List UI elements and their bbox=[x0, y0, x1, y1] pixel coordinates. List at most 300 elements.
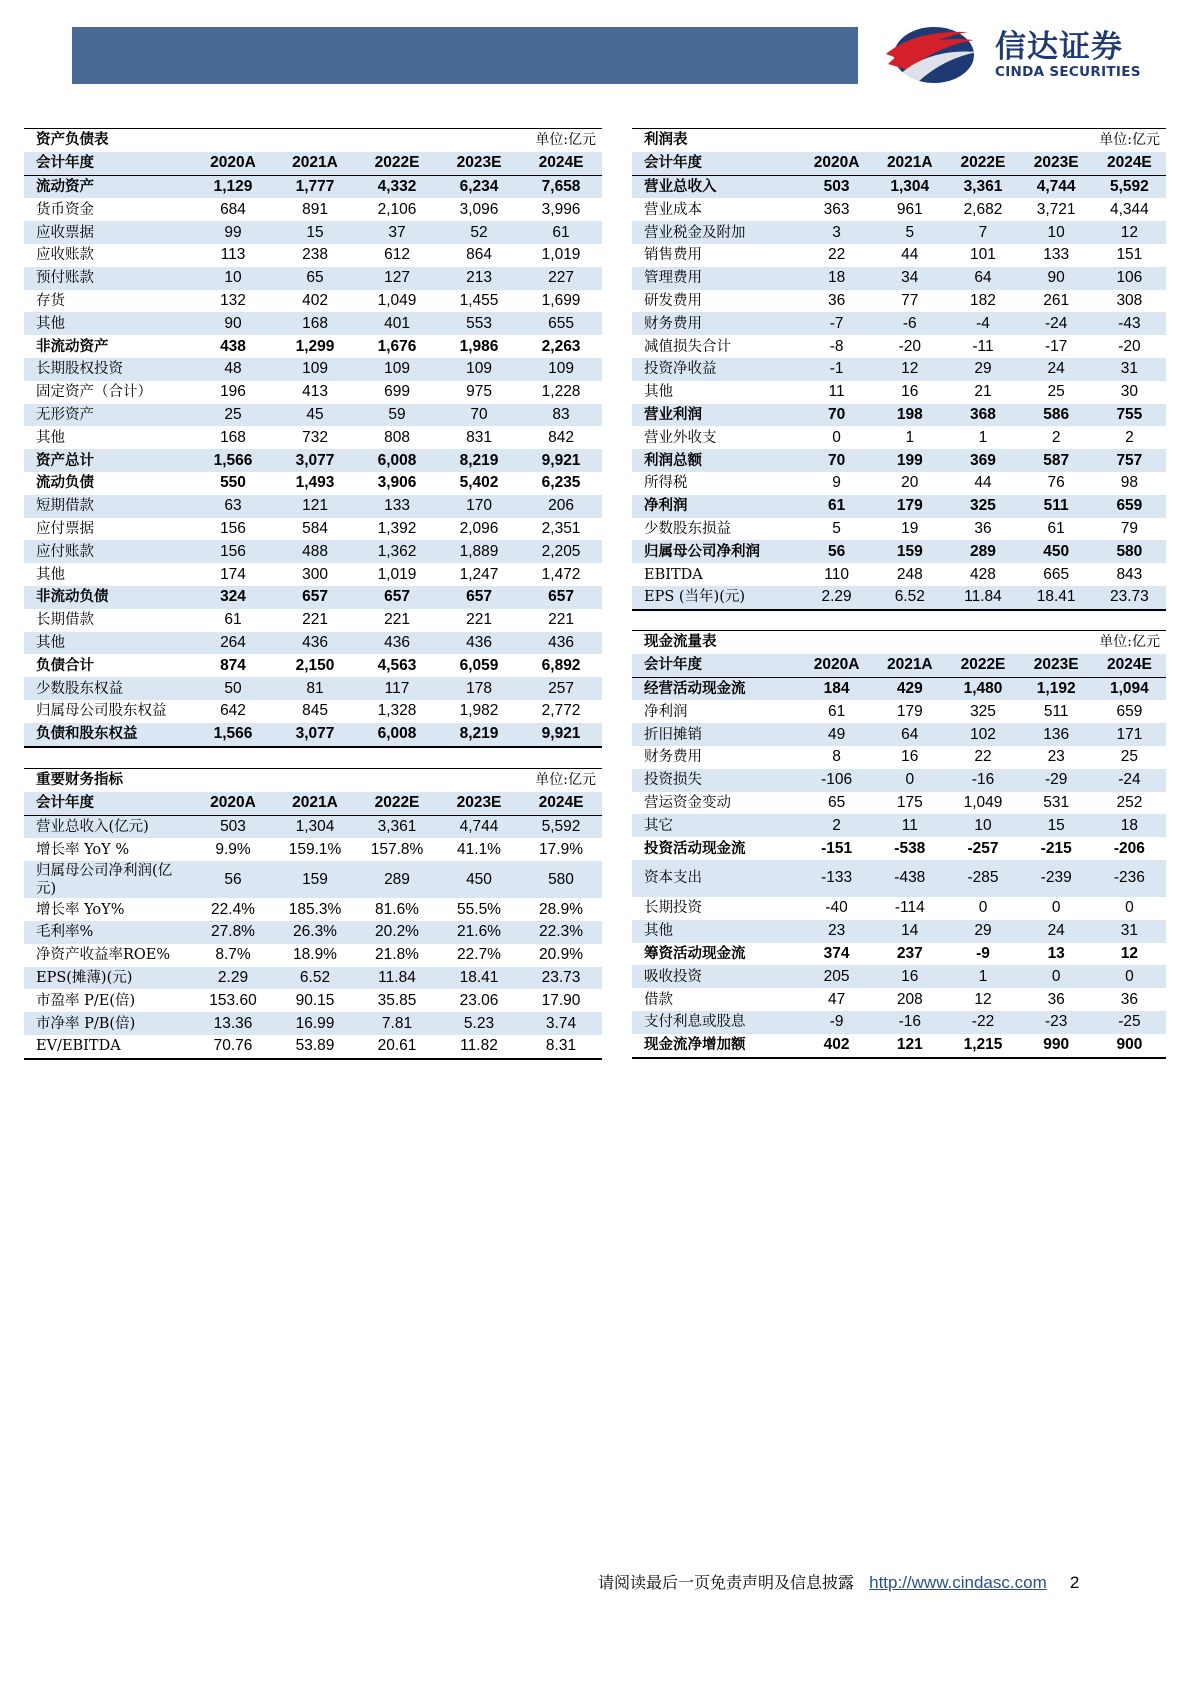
table-row bbox=[632, 267, 1166, 290]
row-value: -6 bbox=[873, 312, 946, 335]
row-label: 资产总计 bbox=[24, 449, 192, 472]
row-value: 261 bbox=[1043, 291, 1070, 309]
table-row bbox=[632, 700, 1166, 723]
row-value: 156 bbox=[192, 540, 274, 563]
row-value: 6,008 bbox=[356, 723, 438, 747]
table-row bbox=[24, 989, 602, 1012]
row-value: 586 bbox=[1020, 404, 1093, 427]
row-label: 吸收投资 bbox=[632, 965, 800, 988]
row-value: 48 bbox=[192, 358, 274, 381]
row-value: 402 bbox=[800, 1034, 873, 1058]
table-row bbox=[632, 965, 1166, 988]
table-row bbox=[632, 943, 1166, 966]
row-value: -25 bbox=[1093, 1011, 1166, 1034]
table-row bbox=[632, 837, 1166, 860]
row-value: 98 bbox=[1120, 474, 1138, 492]
table-row bbox=[24, 967, 602, 990]
table-row bbox=[24, 426, 602, 449]
row-value: 20.9% bbox=[539, 946, 583, 964]
row-value: 109 bbox=[356, 358, 438, 381]
row-value: 127 bbox=[356, 267, 438, 290]
table-title-row bbox=[24, 129, 602, 152]
table-row bbox=[632, 563, 1166, 586]
row-label: 流动资产 bbox=[24, 175, 192, 198]
row-value: 179 bbox=[896, 702, 923, 720]
row-value: 44 bbox=[901, 246, 919, 264]
table-row bbox=[632, 897, 1166, 920]
row-value: 659 bbox=[1116, 702, 1143, 720]
row-value: 24 bbox=[1020, 358, 1093, 381]
row-value: 168 bbox=[220, 428, 246, 446]
table-row bbox=[632, 381, 1166, 404]
row-value: 428 bbox=[970, 565, 996, 583]
row-value: 23 bbox=[1047, 748, 1065, 766]
row-value: 23.06 bbox=[459, 991, 499, 1009]
row-value: 257 bbox=[520, 677, 602, 700]
row-value: 5 bbox=[873, 221, 946, 244]
row-value: 1,982 bbox=[459, 702, 499, 720]
row-value: -20 bbox=[1118, 337, 1141, 355]
header-label: 会计年度 bbox=[632, 152, 800, 175]
row-value: 2,351 bbox=[541, 519, 581, 537]
table-row bbox=[24, 381, 602, 404]
row-value: 81 bbox=[274, 677, 356, 700]
row-label: 其他 bbox=[36, 429, 65, 446]
row-value: 6,234 bbox=[438, 175, 520, 198]
row-value: 178 bbox=[438, 677, 520, 700]
row-label: EPS (当年)(元) bbox=[632, 586, 800, 610]
row-value: 18 bbox=[800, 267, 873, 290]
row-value: 1,215 bbox=[946, 1034, 1019, 1058]
row-value: 22 bbox=[827, 246, 846, 264]
row-value: 511 bbox=[1020, 495, 1093, 518]
row-value: -538 bbox=[894, 839, 926, 857]
row-value: 0 bbox=[1093, 965, 1166, 988]
row-value: 41.1% bbox=[457, 840, 501, 858]
row-label: 投资损失 bbox=[632, 769, 800, 792]
row-value: 808 bbox=[384, 428, 410, 446]
row-value: 248 bbox=[896, 565, 923, 583]
row-value: 3 bbox=[800, 221, 873, 244]
row-value: 36 bbox=[1120, 990, 1139, 1008]
row-value: 29 bbox=[946, 920, 1019, 943]
row-value: 121 bbox=[873, 1034, 946, 1058]
row-value: 10 bbox=[192, 267, 274, 290]
row-value: 0 bbox=[978, 899, 988, 917]
row-value: 2,150 bbox=[295, 656, 335, 674]
table-row bbox=[24, 838, 602, 861]
row-label: EPS(摊薄)(元) bbox=[24, 967, 192, 990]
row-value: -23 bbox=[1020, 1011, 1093, 1034]
row-value: 159 bbox=[274, 861, 356, 898]
row-value: 9,921 bbox=[520, 449, 602, 472]
table-row bbox=[632, 290, 1166, 313]
row-value: 5 bbox=[832, 519, 841, 537]
year-header: 2024E bbox=[520, 152, 602, 175]
row-label: 投资活动现金流 bbox=[644, 839, 746, 857]
row-label: 少数股东权益 bbox=[24, 677, 192, 700]
row-label: 其他 bbox=[24, 312, 192, 335]
table-row bbox=[24, 609, 602, 632]
row-value: 1,986 bbox=[459, 337, 499, 355]
row-value: 109 bbox=[520, 358, 602, 381]
row-value: 179 bbox=[873, 495, 946, 518]
row-value: 374 bbox=[823, 944, 850, 962]
row-label: 短期借款 bbox=[24, 495, 192, 518]
row-value: 23.73 bbox=[520, 967, 602, 990]
row-value: 1,889 bbox=[438, 540, 520, 563]
table-title: 资产负债表 bbox=[24, 129, 356, 152]
table-row bbox=[24, 358, 602, 381]
row-label: 其他 bbox=[632, 920, 800, 943]
row-value: 325 bbox=[946, 495, 1019, 518]
row-value: -239 bbox=[1020, 860, 1093, 897]
table-row bbox=[632, 677, 1166, 700]
table-row bbox=[24, 518, 602, 541]
row-label: 长期投资 bbox=[644, 900, 702, 917]
row-value: 185.3% bbox=[288, 900, 342, 918]
row-value: 757 bbox=[1093, 449, 1166, 472]
row-value: 1,129 bbox=[192, 175, 274, 198]
table-row bbox=[24, 700, 602, 723]
row-label: 财务费用 bbox=[632, 312, 800, 335]
row-label: 市盈率 P/E(倍) bbox=[36, 992, 136, 1009]
table-row bbox=[632, 244, 1166, 267]
row-value: 990 bbox=[1020, 1034, 1093, 1058]
table-row bbox=[24, 1012, 602, 1035]
logo-text bbox=[995, 30, 1141, 80]
row-label: 借款 bbox=[644, 991, 673, 1008]
row-value: 171 bbox=[1093, 723, 1166, 746]
table-row bbox=[632, 335, 1166, 358]
table-row bbox=[24, 921, 602, 944]
row-value: 213 bbox=[438, 267, 520, 290]
row-value: 0 bbox=[1051, 899, 1061, 917]
row-value: 76 bbox=[1047, 474, 1065, 492]
row-value: 3,077 bbox=[274, 723, 356, 747]
row-value: 61 bbox=[800, 495, 873, 518]
row-value: 17.9% bbox=[539, 840, 583, 858]
row-value: 174 bbox=[220, 565, 246, 583]
row-value: 3,361 bbox=[946, 175, 1019, 198]
logo-cn: 信达证券 bbox=[995, 29, 1123, 65]
row-value: 264 bbox=[192, 632, 274, 655]
row-value: 9 bbox=[832, 474, 841, 492]
row-label: 货币资金 bbox=[36, 201, 94, 218]
row-value: 50 bbox=[192, 677, 274, 700]
row-value: 90.15 bbox=[295, 991, 335, 1009]
row-value: 732 bbox=[302, 428, 328, 446]
table-row bbox=[24, 1035, 602, 1059]
row-value: 1,328 bbox=[377, 702, 417, 720]
row-label: 其他 bbox=[24, 632, 192, 655]
row-value: 36 bbox=[1047, 990, 1065, 1008]
row-value: 1,362 bbox=[356, 540, 438, 563]
row-value: 3,906 bbox=[377, 474, 417, 492]
row-value: 59 bbox=[356, 404, 438, 427]
row-value: 24 bbox=[1020, 920, 1093, 943]
row-value: 665 bbox=[1043, 565, 1070, 583]
row-label: 经营活动现金流 bbox=[632, 677, 800, 700]
row-value: 34 bbox=[873, 267, 946, 290]
row-label: 少数股东损益 bbox=[644, 520, 731, 537]
row-value: 28.9% bbox=[539, 900, 583, 918]
row-label: 研发费用 bbox=[644, 292, 702, 309]
row-label: 营业利润 bbox=[632, 404, 800, 427]
row-value: 12 bbox=[974, 990, 992, 1008]
row-value: 47 bbox=[827, 990, 846, 1008]
row-value: 1,019 bbox=[541, 246, 581, 264]
row-value: 156 bbox=[220, 519, 246, 537]
income-statement-table bbox=[632, 128, 1166, 611]
row-value: 864 bbox=[466, 246, 492, 264]
row-value: -9 bbox=[800, 1011, 873, 1034]
row-value: 488 bbox=[274, 540, 356, 563]
row-value: 8.31 bbox=[520, 1035, 602, 1059]
row-value: 35.85 bbox=[377, 991, 417, 1009]
row-label: 应收账款 bbox=[36, 247, 94, 264]
row-label: 长期借款 bbox=[36, 612, 94, 629]
row-value: 0 bbox=[1020, 965, 1093, 988]
table-title-row bbox=[632, 129, 1166, 152]
row-value: 1,094 bbox=[1093, 677, 1166, 700]
row-value: 450 bbox=[438, 861, 520, 898]
row-value: 580 bbox=[1093, 540, 1166, 563]
table-row bbox=[632, 814, 1166, 837]
row-value: 15 bbox=[274, 221, 356, 244]
row-value: 70.76 bbox=[192, 1035, 274, 1059]
row-label: 管理费用 bbox=[632, 267, 800, 290]
row-value: 413 bbox=[302, 383, 328, 401]
table-row bbox=[24, 944, 602, 967]
row-value: 3,361 bbox=[356, 815, 438, 838]
row-value: 9.9% bbox=[215, 840, 251, 858]
row-label: 存货 bbox=[36, 292, 65, 309]
row-value: 5,402 bbox=[459, 474, 499, 492]
row-value: 64 bbox=[873, 723, 946, 746]
table-row bbox=[24, 472, 602, 495]
row-value: -22 bbox=[946, 1011, 1019, 1034]
row-label: 净资产收益率ROE% bbox=[36, 947, 171, 964]
table-row bbox=[632, 198, 1166, 221]
row-value: 2 bbox=[800, 814, 873, 837]
row-value: 26.3% bbox=[274, 921, 356, 944]
row-value: 23.73 bbox=[1093, 586, 1166, 610]
row-value: 11.84 bbox=[946, 586, 1019, 610]
row-label: 营业税金及附加 bbox=[632, 221, 800, 244]
row-value: 208 bbox=[896, 990, 923, 1008]
row-value: 113 bbox=[220, 246, 246, 264]
year-header: 2024E bbox=[1093, 654, 1166, 677]
row-value: 3,721 bbox=[1036, 200, 1076, 218]
row-value: 4,344 bbox=[1109, 200, 1149, 218]
row-value: 550 bbox=[220, 474, 246, 492]
row-value: 1,247 bbox=[459, 565, 499, 583]
row-value: 429 bbox=[873, 677, 946, 700]
row-value: 10 bbox=[1020, 221, 1093, 244]
row-value: 402 bbox=[302, 291, 328, 309]
table-row bbox=[632, 358, 1166, 381]
row-value: 308 bbox=[1116, 291, 1143, 309]
row-value: -206 bbox=[1113, 839, 1145, 857]
row-value: 11.82 bbox=[438, 1035, 520, 1059]
row-value: 61 bbox=[827, 702, 846, 720]
row-value: 8,219 bbox=[438, 723, 520, 747]
row-value: 31 bbox=[1093, 358, 1166, 381]
row-label: 减值损失合计 bbox=[644, 338, 731, 355]
row-label: 净利润 bbox=[644, 703, 688, 720]
row-label: 预付账款 bbox=[24, 267, 192, 290]
row-value: 436 bbox=[274, 632, 356, 655]
table-row bbox=[24, 335, 602, 358]
row-value: 198 bbox=[873, 404, 946, 427]
row-value: 18.41 bbox=[1020, 586, 1093, 610]
row-value: 1 bbox=[946, 965, 1019, 988]
row-value: 27.8% bbox=[192, 921, 274, 944]
row-value: 61 bbox=[520, 221, 602, 244]
row-value: 21.6% bbox=[438, 921, 520, 944]
row-value: 6,059 bbox=[459, 656, 499, 674]
row-value: 401 bbox=[356, 312, 438, 335]
row-label: 所得税 bbox=[644, 475, 688, 492]
row-value: 44 bbox=[974, 474, 992, 492]
table-row bbox=[24, 244, 602, 267]
row-value: -236 bbox=[1093, 860, 1166, 897]
row-value: 102 bbox=[946, 723, 1019, 746]
row-label: 销售费用 bbox=[644, 247, 702, 264]
row-label: 利润总额 bbox=[632, 449, 800, 472]
row-value: 221 bbox=[466, 611, 492, 629]
row-value: 22.7% bbox=[457, 946, 501, 964]
row-value: 61 bbox=[224, 611, 242, 629]
row-value: 436 bbox=[356, 632, 438, 655]
row-value: 5.23 bbox=[438, 1012, 520, 1035]
row-value: 659 bbox=[1093, 495, 1166, 518]
row-value: 438 bbox=[220, 337, 246, 355]
table-title: 利润表 bbox=[632, 129, 946, 152]
row-value: 0 bbox=[873, 769, 946, 792]
row-value: 18 bbox=[1093, 814, 1166, 837]
row-value: 36 bbox=[827, 291, 846, 309]
row-value: 831 bbox=[466, 428, 492, 446]
row-value: -1 bbox=[800, 358, 873, 381]
row-value: 587 bbox=[1020, 449, 1093, 472]
row-value: 300 bbox=[302, 565, 328, 583]
row-value: 1,566 bbox=[192, 449, 274, 472]
row-value: 136 bbox=[1020, 723, 1093, 746]
table-title: 现金流量表 bbox=[632, 631, 946, 654]
row-value: 83 bbox=[520, 404, 602, 427]
row-value: 553 bbox=[438, 312, 520, 335]
row-value: 6,892 bbox=[541, 656, 581, 674]
table-row bbox=[24, 563, 602, 586]
row-value: -133 bbox=[800, 860, 873, 897]
table-row bbox=[632, 312, 1166, 335]
year-header: 2020A bbox=[800, 152, 873, 175]
table-row bbox=[632, 1011, 1166, 1034]
table-header-row bbox=[632, 654, 1166, 677]
row-value: 65 bbox=[827, 793, 846, 811]
row-value: 61 bbox=[1047, 519, 1065, 537]
row-value: 4,563 bbox=[377, 656, 417, 674]
row-value: 221 bbox=[384, 611, 410, 629]
row-value: -40 bbox=[825, 899, 848, 917]
year-header: 2023E bbox=[1020, 654, 1093, 677]
row-value: 25 bbox=[1047, 383, 1065, 401]
row-value: -16 bbox=[873, 1011, 946, 1034]
table-row bbox=[24, 861, 602, 898]
row-value: -24 bbox=[1093, 769, 1166, 792]
row-value: 1,676 bbox=[377, 337, 417, 355]
year-header: 2022E bbox=[356, 792, 438, 815]
row-label: 归属母公司股东权益 bbox=[36, 703, 167, 720]
row-label: 市净率 P/B(倍) bbox=[24, 1012, 192, 1035]
row-label: 应付账款 bbox=[24, 540, 192, 563]
row-value: 17.90 bbox=[541, 991, 581, 1009]
row-value: 363 bbox=[823, 200, 850, 218]
row-value: 133 bbox=[356, 495, 438, 518]
row-label: 归属母公司净利润 bbox=[632, 540, 800, 563]
row-value: 369 bbox=[946, 449, 1019, 472]
row-value: 436 bbox=[438, 632, 520, 655]
table-title: 重要财务指标 bbox=[24, 769, 356, 792]
row-value: 7,658 bbox=[520, 175, 602, 198]
row-value: 8 bbox=[832, 748, 841, 766]
row-label: 折旧摊销 bbox=[632, 723, 800, 746]
row-label: 营业外收支 bbox=[644, 429, 717, 446]
row-value: 436 bbox=[520, 632, 602, 655]
row-value: 874 bbox=[220, 656, 246, 674]
table-header-row bbox=[24, 792, 602, 815]
row-value: 238 bbox=[302, 246, 328, 264]
table-row bbox=[632, 1034, 1166, 1058]
row-value: 77 bbox=[901, 291, 919, 309]
row-value: 1,049 bbox=[377, 291, 417, 309]
key-indicators-table bbox=[24, 768, 602, 1060]
row-value: 13.36 bbox=[192, 1012, 274, 1035]
row-label: 净利润 bbox=[632, 495, 800, 518]
row-label: 固定资产（合计） bbox=[36, 384, 152, 401]
row-value: 25 bbox=[192, 404, 274, 427]
row-value: 975 bbox=[466, 383, 492, 401]
table-unit: 单位:亿元 bbox=[356, 769, 602, 792]
row-value: 11 bbox=[828, 383, 845, 401]
table-row bbox=[632, 518, 1166, 541]
year-header: 2022E bbox=[946, 152, 1019, 175]
row-value: 657 bbox=[520, 586, 602, 609]
header-label: 会计年度 bbox=[24, 792, 192, 815]
row-value: 1,049 bbox=[963, 793, 1003, 811]
row-value: -24 bbox=[1020, 312, 1093, 335]
table-title-row bbox=[24, 769, 602, 792]
row-label: 非流动资产 bbox=[36, 337, 109, 355]
table-row bbox=[632, 860, 1166, 897]
row-value: 325 bbox=[970, 702, 996, 720]
table-row bbox=[24, 312, 602, 335]
table-row bbox=[24, 677, 602, 700]
row-value: 21.8% bbox=[375, 946, 419, 964]
year-header: 2020A bbox=[192, 152, 274, 175]
row-value: 109 bbox=[438, 358, 520, 381]
website-link[interactable]: http://www.cindasc.com bbox=[869, 1573, 1047, 1592]
row-value: 1,392 bbox=[377, 519, 417, 537]
row-value: 7.81 bbox=[356, 1012, 438, 1035]
table-row bbox=[632, 472, 1166, 495]
row-value: 205 bbox=[800, 965, 873, 988]
table-header-row bbox=[24, 152, 602, 175]
table-row bbox=[632, 769, 1166, 792]
row-value: 531 bbox=[1043, 793, 1070, 811]
